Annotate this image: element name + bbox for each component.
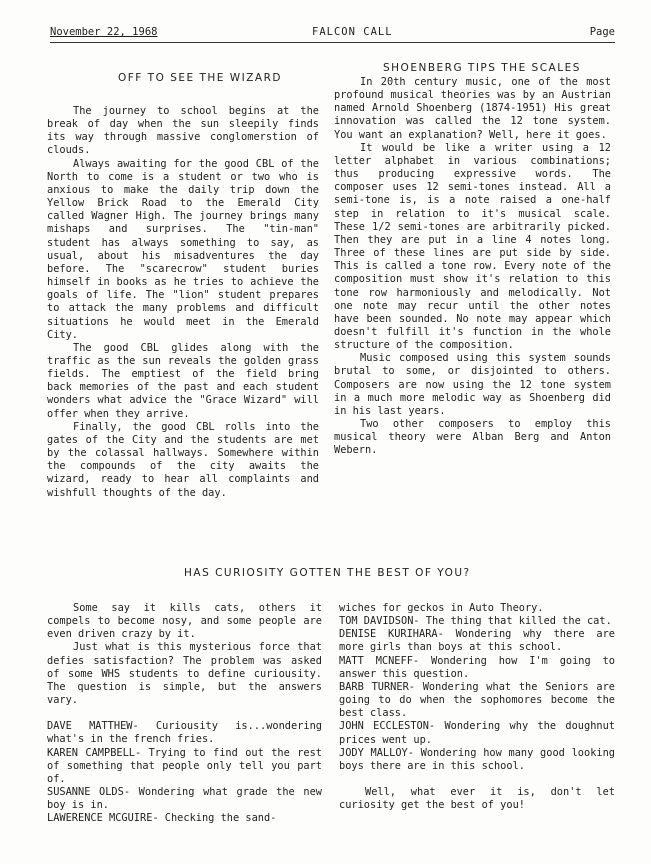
scales-article: [334, 76, 611, 458]
wizard-paragraph: The good CBL glides along with the traffic as the sun reveals the golden grass fields. The emptiest of the field bring back memories of the past and each student wonders what advice the "Grace Wizard" will offer when they arrive.: [47, 341, 319, 420]
curiosity-response: BARB TURNER- Wondering what the Seniors are going to do when the sophomores become the best class.: [339, 680, 615, 720]
wizard-paragraph: Always awaiting for the good CBL of the North to come is a student or two who is anxious to make the daily trip down the Yellow Brick Road to the Emerald City called Wagner High. The journey brings many mishaps and surprises. The "tin-man" student has always something to say, as usual, about his misadventures the day before. The "scarecrow" student buries himself in books as he tries to achieve the goals of life. The "lion" student prepares to attack the many problems and difficult situations he would meet in the Emerald City.: [47, 157, 319, 341]
curiosity-response: KAREN CAMPBELL- Trying to find out the rest of something that people only tell you part of.: [47, 746, 322, 785]
wizard-title: OFF TO SEE THE WIZARD: [118, 72, 282, 84]
scales-paragraph: Music composed using this system sounds brutal to some, or disjointed to others. Composers are now using the 12 tone system in a much more melodic way as Shoenberg did in his last years.: [334, 352, 611, 417]
curiosity-title: HAS CURIOSITY GOTTEN THE BEST OF YOU?: [184, 567, 471, 579]
issue-date: November 22, 1968: [50, 26, 158, 38]
curiosity-response: LAWERENCE MCGUIRE- Checking the sand-: [47, 812, 277, 825]
curiosity-response: DAVE MATTHEW- Curiousity is...wondering what's in the french fries.: [47, 720, 322, 746]
scales-paragraph: In 20th century music, one of the most profound musical theories was by an Austrian named Arnold Shoenberg (1874-1951) His great innovation was called the 12 tone system. You want an explanation? Well, here it goes.: [334, 76, 611, 141]
curiosity-closing: Well, what ever it is, don't let curiosity get the best of you!: [339, 786, 615, 812]
curiosity-response: JODY MALLOY- Wondering how many good looking boys there are in this school.: [339, 746, 615, 772]
curiosity-response: wiches for geckos in Auto Theory.: [339, 602, 544, 614]
curiosity-intro: Some say it kills cats, others it compels to become nosy, and some people are even driven crazy by it.: [47, 602, 322, 641]
curiosity-right-column: [339, 602, 615, 812]
curiosity-response: JOHN ECCLESTON- Wondering why the doughnut prices went up.: [339, 720, 615, 746]
scales-paragraph: It would be like a writer using a 12 letter alphabet in various combinations; thus producing expressive words. The composer uses 12 semi-tones instead. All a semi-tone is, is a note raised a one-half step in relation to it's musical scale. These 1/2 semi-tones are arbitrarily picked. Then they are put in a line 4 notes long. Three of these lines are put side by side. This is called a tone row. Every note of the composition must show it's relation to this tone row harmoniously and melodically. Not one note may recur until the other notes have been sounded. No note may appear which doesn't fulfill it's function in the whole structure of the composition.: [334, 141, 611, 352]
scales-title: SHOENBERG TIPS THE SCALES: [383, 62, 581, 74]
wizard-paragraph: The journey to school begins at the break of day when the sun sleepily finds its way through massive conglomerstion of clouds.: [47, 105, 319, 157]
curiosity-left-column: [47, 602, 322, 826]
paper-name: FALCON CALL: [312, 26, 393, 38]
curiosity-response: TOM DAVIDSON- The thing that killed the cat.: [339, 615, 612, 628]
curiosity-response: DENISE KURIHARA- Wondering why there are more girls than boys at this school.: [339, 628, 615, 654]
page-label: Page: [589, 26, 615, 38]
curiosity-intro: Just what is this mysterious force that defies satisfaction? The problem was asked of some WHS students to define curiousity. The question is simple, but the answers vary.: [47, 641, 322, 707]
wizard-article: [47, 105, 319, 500]
wizard-paragraph: Finally, the good CBL rolls into the gates of the City and the students are met by the colassal hallways. Somewhere within the compounds of the city awaits the wizard, ready to hear all complaints and wishfull thoughts of the day.: [47, 420, 319, 499]
newspaper-header: [50, 26, 615, 43]
scales-paragraph: Two other composers to employ this musical theory were Alban Berg and Anton Webern.: [334, 418, 611, 457]
curiosity-response: MATT MCNEFF- Wondering how I'm going to answer this question.: [339, 654, 615, 680]
curiosity-response: SUSANNE OLDS- Wondering what grade the new boy is in.: [47, 786, 322, 812]
